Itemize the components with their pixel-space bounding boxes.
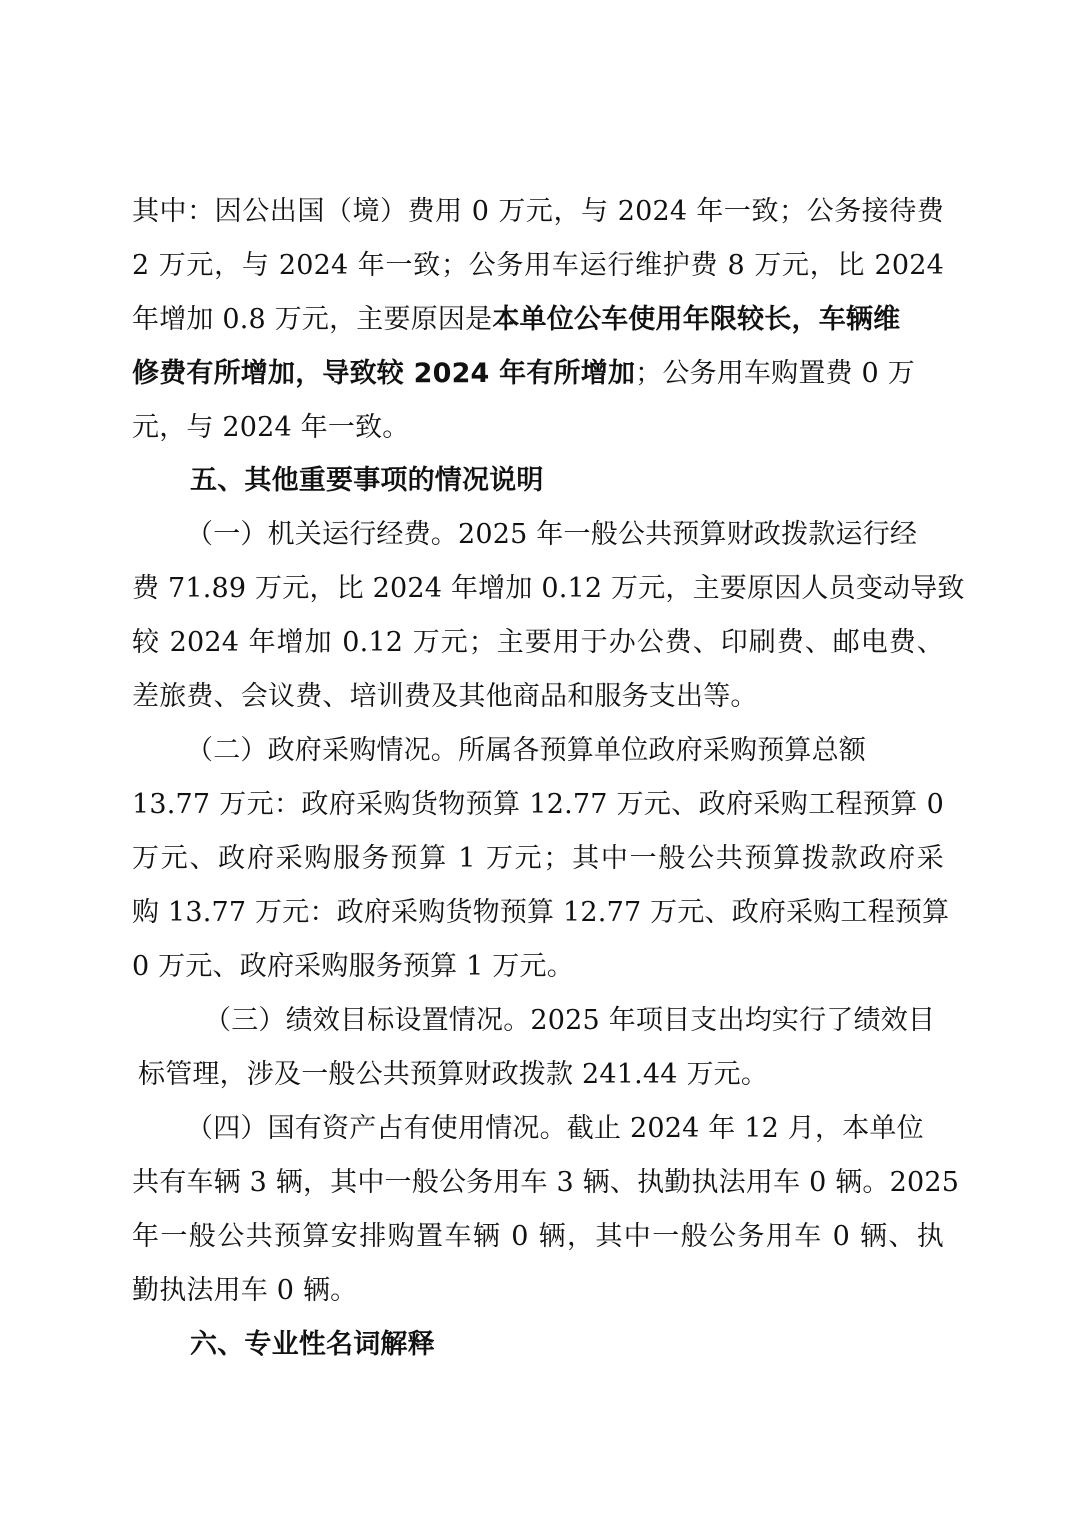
paragraph-text: 年增加 0.8 万元，主要原因是 — [132, 304, 493, 335]
paragraph-line: 其中：因公出国（境）费用 0 万元，与 2024 年一致；公务接待费 — [132, 196, 944, 227]
paragraph-line: 勤执法用车 0 辆。 — [132, 1275, 358, 1306]
paragraph-line: （二）政府采购情况。所属各预算单位政府采购预算总额 — [186, 735, 866, 766]
paragraph-line — [132, 300, 944, 340]
paragraph-line: 元，与 2024 年一致。 — [132, 412, 410, 443]
paragraph-line: 共有车辆 3 辆，其中一般公务用车 3 辆、执勤执法用车 0 辆。2025 — [132, 1167, 960, 1198]
paragraph-line: 13.77 万元：政府采购货物预算 12.77 万元、政府采购工程预算 0 — [132, 789, 944, 820]
paragraph-line: （三）绩效目标设置情况。2025 年项目支出均实行了绩效目 — [204, 1005, 936, 1036]
paragraph-line: 2 万元，与 2024 年一致；公务用车运行维护费 8 万元，比 2024 — [132, 250, 944, 281]
paragraph-line: 万元、政府采购服务预算 1 万元；其中一般公共预算拨款政府采 — [132, 843, 944, 874]
paragraph-line: 购 13.77 万元：政府采购货物预算 12.77 万元、政府采购工程预算 — [132, 897, 950, 928]
section-heading: 六、专业性名词解释 — [190, 1329, 435, 1360]
paragraph-line: （四）国有资产占有使用情况。截止 2024 年 12 月，本单位 — [186, 1113, 924, 1144]
paragraph-line: 0 万元、政府采购服务预算 1 万元。 — [132, 951, 574, 982]
paragraph-text: ；公务用车购置费 0 万 — [635, 358, 915, 389]
document-page — [132, 0, 965, 1520]
emphasized-text: 修费有所增加，导致较 2024 年有所增加 — [132, 358, 636, 389]
paragraph-line: 较 2024 年增加 0.12 万元；主要用于办公费、印刷费、邮电费、 — [132, 627, 944, 658]
paragraph-line: 费 71.89 万元，比 2024 年增加 0.12 万元，主要原因人员变动导致 — [132, 573, 965, 604]
paragraph-line: （一）机关运行经费。2025 年一般公共预算财政拨款运行经 — [186, 519, 918, 550]
section-heading: 五、其他重要事项的情况说明 — [190, 465, 544, 496]
paragraph-line: 年一般公共预算安排购置车辆 0 辆，其中一般公务用车 0 辆、执 — [132, 1221, 944, 1252]
paragraph-line: 差旅费、会议费、培训费及其他商品和服务支出等。 — [132, 681, 758, 712]
paragraph-line: 标管理，涉及一般公共预算财政拨款 241.44 万元。 — [138, 1059, 769, 1090]
paragraph-line — [132, 354, 944, 394]
emphasized-text: 本单位公车使用年限较长，车辆维 — [492, 304, 901, 335]
